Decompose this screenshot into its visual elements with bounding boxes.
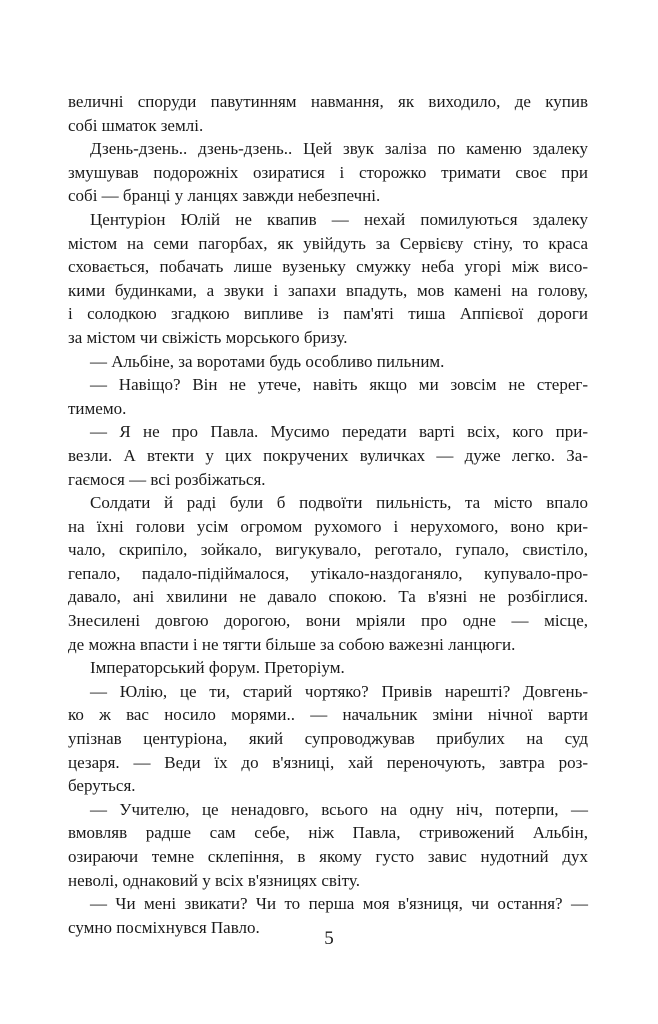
text-line: Імператорський форум. Преторіум.	[90, 658, 345, 678]
text-line: Знесилені довгою дорогою, вони мріяли про одне — місце,	[68, 611, 588, 631]
text-line: — Чи мені звикати? Чи то перша моя в'язниця, чи остання? —	[90, 894, 588, 914]
text-line: і солодкою згадкою випливе із пам'яті тиша Аппієвої дороги	[68, 304, 588, 324]
text-line: сховається, побачать лише вузеньку смужку неба угорі між висо-	[68, 257, 588, 277]
page-body-text	[68, 90, 588, 939]
text-line: цезаря. — Веди їх до в'язниці, хай переночують, завтра роз-	[68, 752, 588, 772]
text-line: кими будинками, а звуки і запахи впадуть, мов камені на голову,	[68, 280, 588, 300]
text-line: — Юлію, це ти, старий чортяко? Привів нарешті? Довгень-	[90, 681, 588, 701]
text-line: давало, ані хвилини не давало спокою. Та в'язні не розбіглися.	[68, 587, 588, 607]
text-line: Центуріон Юлій не квапив — нехай помилуються здалеку	[90, 209, 588, 229]
text-line: собі — бранці у ланцях завжди небезпечні.	[68, 186, 381, 206]
text-line: змушував подорожніх озиратися і сторожко тримати своє при	[68, 162, 588, 182]
text-line: тимемо.	[68, 398, 127, 418]
text-line: собі шматок землі.	[68, 115, 204, 135]
text-line: — Навіщо? Він не утече, навіть якщо ми зовсім не стерег-	[90, 375, 588, 395]
text-line: упізнав центуріона, який супроводжував прибулих на суд	[68, 729, 588, 749]
text-line: — Учителю, це ненадовго, всього на одну ніч, потерпи, —	[90, 799, 588, 819]
text-line: озираючи темне склепіння, в якому густо завис нудотний дух	[68, 847, 588, 866]
text-line: містом на семи пагорбах, як увійдуть за Сервієву стіну, то краса	[68, 233, 588, 253]
text-line: — Я не про Павла. Мусимо передати варті всіх, кого при-	[90, 422, 588, 442]
text-line: гаємося — всі розбіжаться.	[68, 469, 266, 489]
text-line: величні споруди павутинням навмання, як виходило, де купив	[68, 92, 588, 111]
text-line: сумно посміхнувся Павло.	[68, 917, 260, 937]
text-line: неволі, однаковий у всіх в'язницях світу.	[68, 870, 360, 890]
text-line: везли. А втекти у цих покручених вуличках — дуже легко. За-	[68, 445, 588, 465]
text-line: — Альбіне, за воротами будь особливо пильним.	[90, 351, 445, 371]
text-line: на їхні голови усім огромом рухомого і нерухомого, воно кри-	[68, 516, 588, 536]
text-line: Дзень-дзень.. дзень-дзень.. Цей звук заліза по каменю здалеку	[90, 139, 588, 159]
text-line: чало, скрипіло, зойкало, вигукувало, реготало, гупало, свистіло,	[68, 540, 588, 560]
text-line: за містом чи свіжість морського бризу.	[68, 327, 348, 347]
text-line: ко ж вас носило морями.. — начальник зміни нічної варти	[68, 705, 588, 725]
text-line: де можна впасти і не тягти більше за собою важезні ланцюги.	[68, 634, 516, 654]
text-line: беруться.	[68, 776, 136, 796]
text-line: гепало, падало-підіймалося, утікало-наздоганяло, купувало-про-	[68, 563, 588, 583]
text-line: вмовляв радше сам себе, ніж Павла, стривожений Альбін,	[68, 823, 588, 843]
text-line: Солдати й раді були б подвоїти пильність, та місто впало	[90, 493, 588, 513]
page-number: 5	[324, 928, 334, 949]
